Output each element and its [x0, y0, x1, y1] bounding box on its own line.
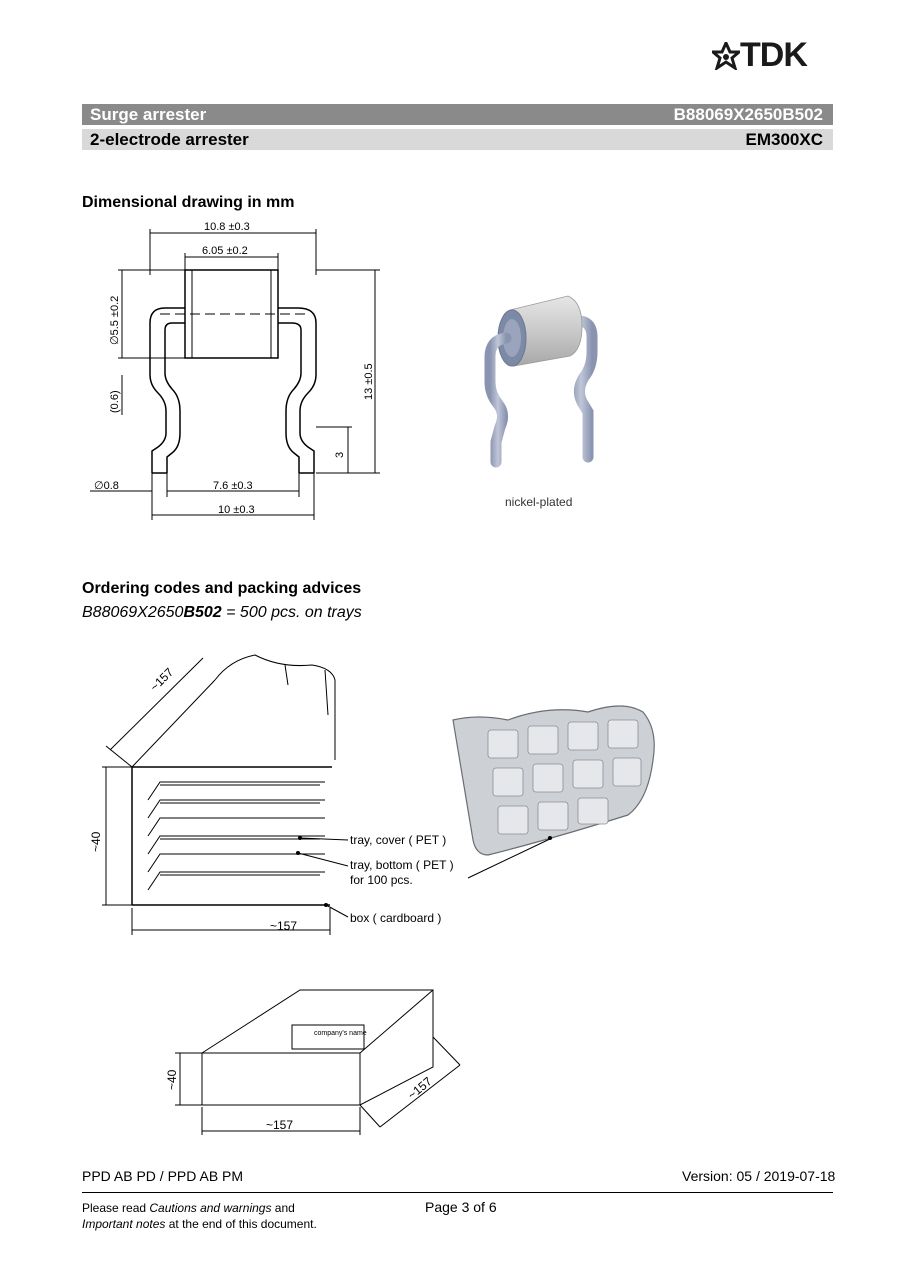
tray-bottom-label-2: for 100 pcs.: [350, 873, 413, 887]
dim-wire: ∅0.8: [94, 480, 119, 492]
dim-height: 13 ±0.5: [363, 363, 375, 400]
box-company-label: company's name: [314, 1030, 367, 1037]
cautions-link[interactable]: Cautions and warnings: [149, 1201, 272, 1215]
footer-note-line1: [82, 1200, 317, 1216]
footer-department: PPD AB PD / PPD AB PM: [82, 1168, 244, 1184]
footer-note-line2: [82, 1216, 317, 1232]
tray-cover-label: tray, cover ( PET ): [350, 833, 447, 847]
box-width-label: ~157: [266, 1118, 294, 1132]
box-height-label: ~40: [165, 1069, 179, 1090]
product-type: Surge arrester: [90, 105, 207, 124]
tray-width-label: ~157: [270, 919, 298, 933]
tray-height-label: ~40: [89, 831, 103, 852]
footer-note: [82, 1200, 317, 1232]
dim-foot: 3: [334, 451, 346, 458]
dim-lead-gap: (0.6): [109, 390, 121, 413]
footer-divider: [82, 1192, 833, 1193]
product-series: EM300XC: [745, 130, 823, 149]
dimensional-title: Dimensional drawing in mm: [82, 194, 295, 211]
illustration-caption: nickel-plated: [505, 495, 573, 509]
product-subtype: 2-electrode arrester: [90, 130, 249, 149]
tray-leader-line: [466, 836, 556, 881]
page-number: Page 3 of 6: [425, 1199, 497, 1215]
part-number: B88069X2650B502: [673, 105, 823, 124]
dim-overall-width: 10.8 ±0.3: [204, 221, 250, 233]
dim-inner-pitch: 7.6 ±0.3: [213, 480, 253, 492]
tdk-logo-icon: [712, 42, 740, 70]
tdk-logo: [712, 36, 836, 74]
ordering-code-suffix: B502: [183, 604, 222, 621]
footer-note-text: Please read: [82, 1201, 150, 1215]
dim-body-length: 6.05 ±0.2: [202, 245, 248, 257]
footer-note-text: and: [271, 1201, 295, 1215]
title-bar: [82, 104, 833, 125]
tray-packing-drawing: [80, 640, 480, 940]
dim-diameter: ∅5.5 ±0.2: [109, 295, 121, 345]
box-drawing: [160, 985, 480, 1145]
dim-outer-pitch: 10 ±0.3: [218, 504, 255, 516]
tdk-logo-text: TDK: [740, 36, 807, 74]
footer-note-text: at the end of this document.: [165, 1217, 317, 1231]
box-depth-label: ~157: [404, 1074, 435, 1103]
subtitle-bar: [82, 129, 833, 150]
ordering-title: Ordering codes and packing advices: [82, 580, 362, 597]
footer-version: Version: 05 / 2019-07-18: [682, 1168, 836, 1184]
tray-depth-label: ~157: [147, 665, 177, 695]
ordering-code-prefix: B88069X2650: [82, 604, 184, 621]
ordering-code-rest: = 500 pcs. on trays: [221, 604, 362, 621]
tray-bottom-label-1: tray, bottom ( PET ): [350, 858, 454, 872]
important-notes-link[interactable]: Important notes: [82, 1217, 166, 1231]
arrester-illustration: [470, 282, 630, 512]
ordering-code: [82, 604, 362, 622]
dimensional-drawing: [80, 215, 400, 525]
box-label: box ( cardboard ): [350, 911, 442, 925]
